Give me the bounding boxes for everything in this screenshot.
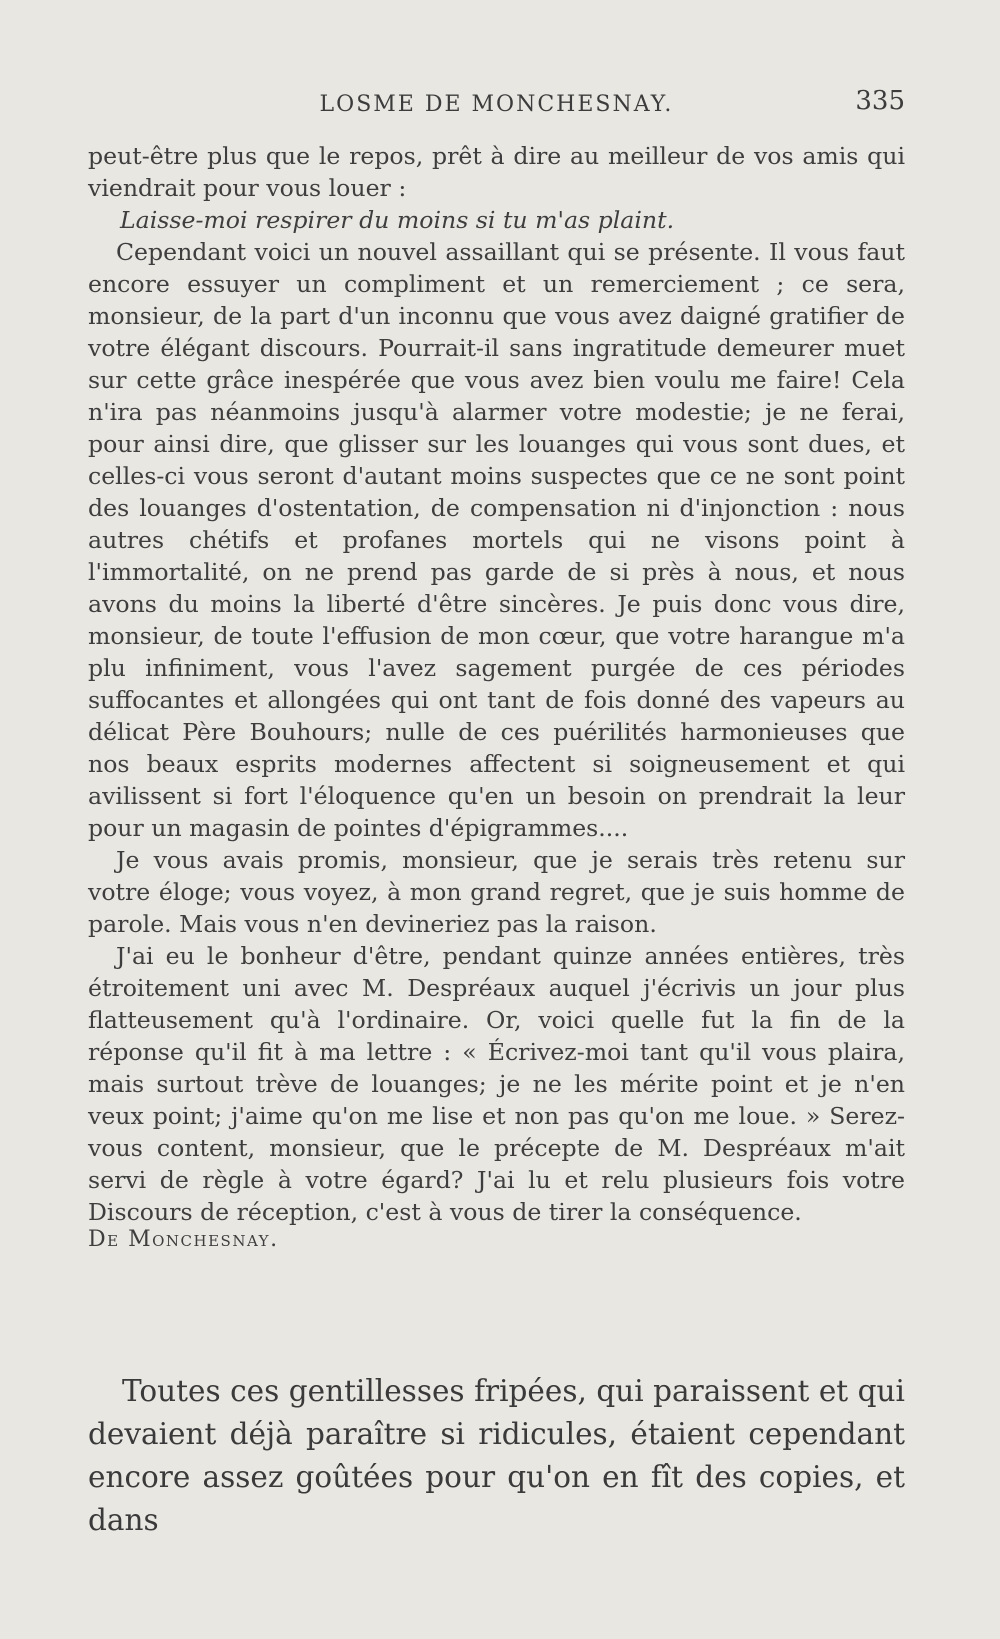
running-title: LOSME DE MONCHESNAY. — [319, 92, 674, 117]
paragraph-3: Je vous avais promis, monsieur, que je serais très retenu sur votre éloge; vous voyez, à mon grand regret, que je suis homme de parole. Mais vous n'en devineriez pas la raison. — [88, 846, 905, 938]
closing-paragraph: Toutes ces gentillesses fripées, qui paraissent et qui devaient déjà paraître si ridicules, étaient cependant encore assez goûtées pour qu'on en fît des copies, et dans — [88, 1374, 905, 1537]
running-head — [88, 86, 905, 120]
paragraph-4: J'ai eu le bonheur d'être, pendant quinze années entières, très étroitement uni avec M. Despréaux auquel j'écrivis un jour plus flatteusement qu'à l'ordinaire. Or, voici quelle fut la fin de la réponse qu'il fit à ma lettre : « Écrivez-moi tant qu'il vous plaira, mais surtout trève de louanges; je ne les mérite point et je n'en veux point; j'aime qu'on me lise et non pas qu'on me loue. » Serez-vous content, monsieur, que le précepte de M. Despréaux m'ait servi de règle à votre égard? J'ai lu et relu plusieurs fois votre Discours de réception, c'est à vous de tirer la conséquence. — [88, 942, 905, 1226]
paragraph-1: peut-être plus que le repos, prêt à dire au meilleur de vos amis qui viendrait pour vous louer : — [88, 142, 905, 202]
page-number: 335 — [855, 86, 905, 116]
signature: De Monchesnay. — [88, 1227, 279, 1252]
closing-text — [88, 1370, 905, 1542]
quoted-verse: Laisse-moi respirer du moins si tu m'as plaint. — [120, 206, 675, 234]
letter-text — [88, 140, 905, 1256]
paragraph-2: Cependant voici un nouvel assaillant qui se présente. Il vous faut encore essuyer un compliment et un remerciement ; ce sera, monsieur, de la part d'un inconnu que vous avez daigné gratifier de votre élégant discours. Pourrait-il sans ingratitude demeurer muet sur cette grâce inespérée que vous avez bien voulu me faire! Cela n'ira pas néanmoins jusqu'à alarmer votre modestie; je ne ferai, pour ainsi dire, que glisser sur les louanges qui vous sont dues, et celles-ci vous seront d'autant moins suspectes que ce ne sont point des louanges d'ostentation, de compensation ni d'injonction : nous autres chétifs et profanes mortels qui ne visons point à l'immortalité, on ne prend pas garde de si près à nous, et nous avons du moins la liberté d'être sincères. Je puis donc vous dire, monsieur, de toute l'effusion de mon cœur, que votre harangue m'a plu infiniment, vous l'avez sagement purgée de ces périodes suffocantes et allongées qui ont tant de fois donné des vapeurs au délicat Père Bouhours; nulle de ces puérilités harmonieuses que nos beaux esprits modernes affectent si soigneusement et qui avilissent si fort l'éloquence qu'en un besoin on prendrait la leur pour un magasin de pointes d'épigrammes.... — [88, 238, 905, 842]
